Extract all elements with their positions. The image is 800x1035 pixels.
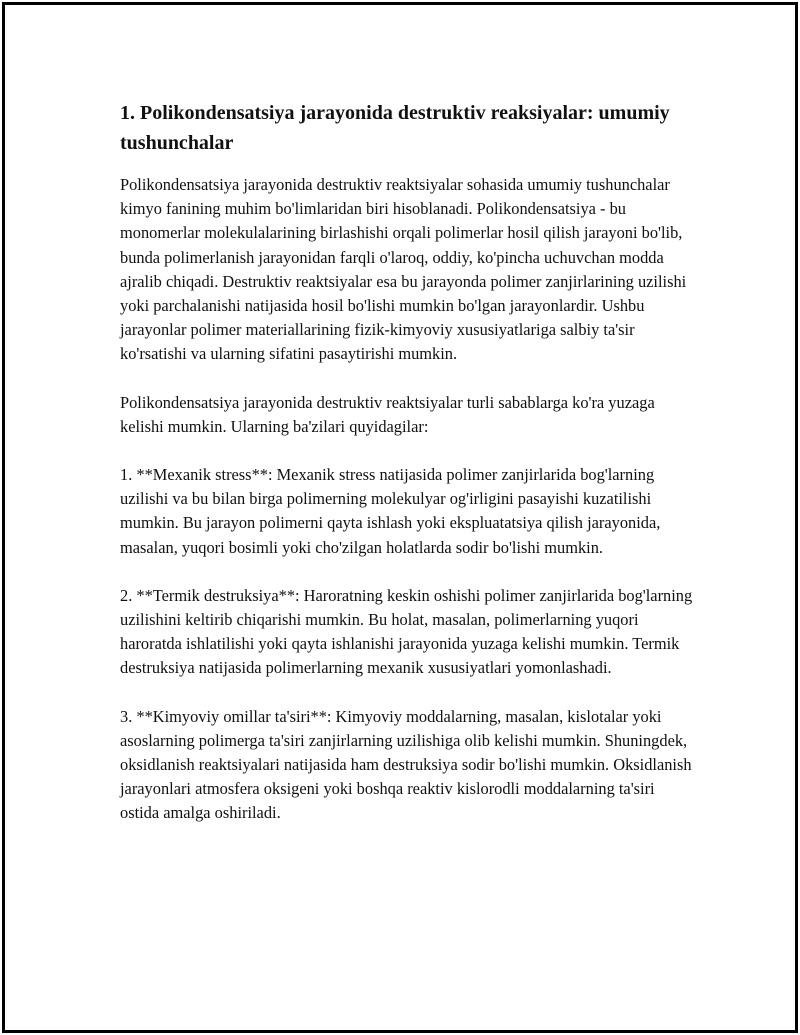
document-body [120, 98, 695, 850]
paragraph-causes: Polikondensatsiya jarayonida destruktiv reaktsiyalar turli sabablarga ko'ra yuzaga kelishi mumkin. Ularning ba'zilari quyidagilar: [120, 392, 655, 436]
list-item-thermal-destruction: 2. **Termik destruksiya**: Haroratning keskin oshishi polimer zanjirlarida bog'larning uzilishini keltirib chiqarishi mumkin. Bu holat, masalan, polimerlarning yuqori haroratda ishlatilishi yoki qayta ishlanishi jarayonida yuzaga kelishi mumkin. Termik destruksiya natijasida polimerlarning mexanik xususiyatlari yomonlashadi. [120, 585, 693, 678]
list-item-mechanical-stress: 1. **Mexanik stress**: Mexanik stress natijasida polimer zanjirlarida bog'larning uzilishi va bu bilan birga polimerning molekulyar og'irligini pasayishi kuzatilishi mumkin. Bu jarayon polimerni qayta ishlash yoki ekspluatatsiya qilish jarayonida, masalan, yuqori bosimli yoki cho'zilgan holatlarda sodir bo'lishi mumkin. [120, 465, 661, 557]
paragraph-intro: Polikondensatsiya jarayonida destruktiv reaktsiyalar sohasida umumiy tushunchalar kimyo fanining muhim bo'limlaridan biri hisoblanadi. Polikondensatsiya - bu monomerlar molekulalarining birlashishi orqali polimerlar hosil qilish jarayoni bo'lib, bunda polimerlanish jarayonidan farqli o'laroq, oddiy, ko'pincha uchuvchan modda ajralib chiqadi. Destruktiv reaktsiyalar esa bu jarayonda polimer zanjirlarining uzilishi yoki parchalanishi natijasida hosil bo'lishi mumkin bo'lgan jarayonlardir. Ushbu jarayonlar polimer materiallarining fizik-kimyoviy xususiyatlariga salbiy ta'sir ko'rsatishi va ularning sifatini pasaytirishi mumkin. [120, 175, 687, 364]
page-frame [2, 2, 798, 1033]
list-item-chemical-factors: 3. **Kimyoviy omillar ta'siri**: Kimyoviy moddalarning, masalan, kislotalar yoki asoslarning polimerga ta'siri zanjirlarning uzilishiga olib kelishi mumkin. Shuningdek, oksidlanish reaktsiyalari natijasida ham destruksiya sodir bo'lishi mumkin. Oksidlanish jarayonlari atmosfera oksigeni yoki boshqa reaktiv kislorodli moddalarning ta'siri ostida amalga oshiriladi. [120, 706, 692, 823]
section-heading: 1. Polikondensatsiya jarayonida destruktiv reaksiyalar: umumiy tushunchalar [120, 102, 670, 154]
